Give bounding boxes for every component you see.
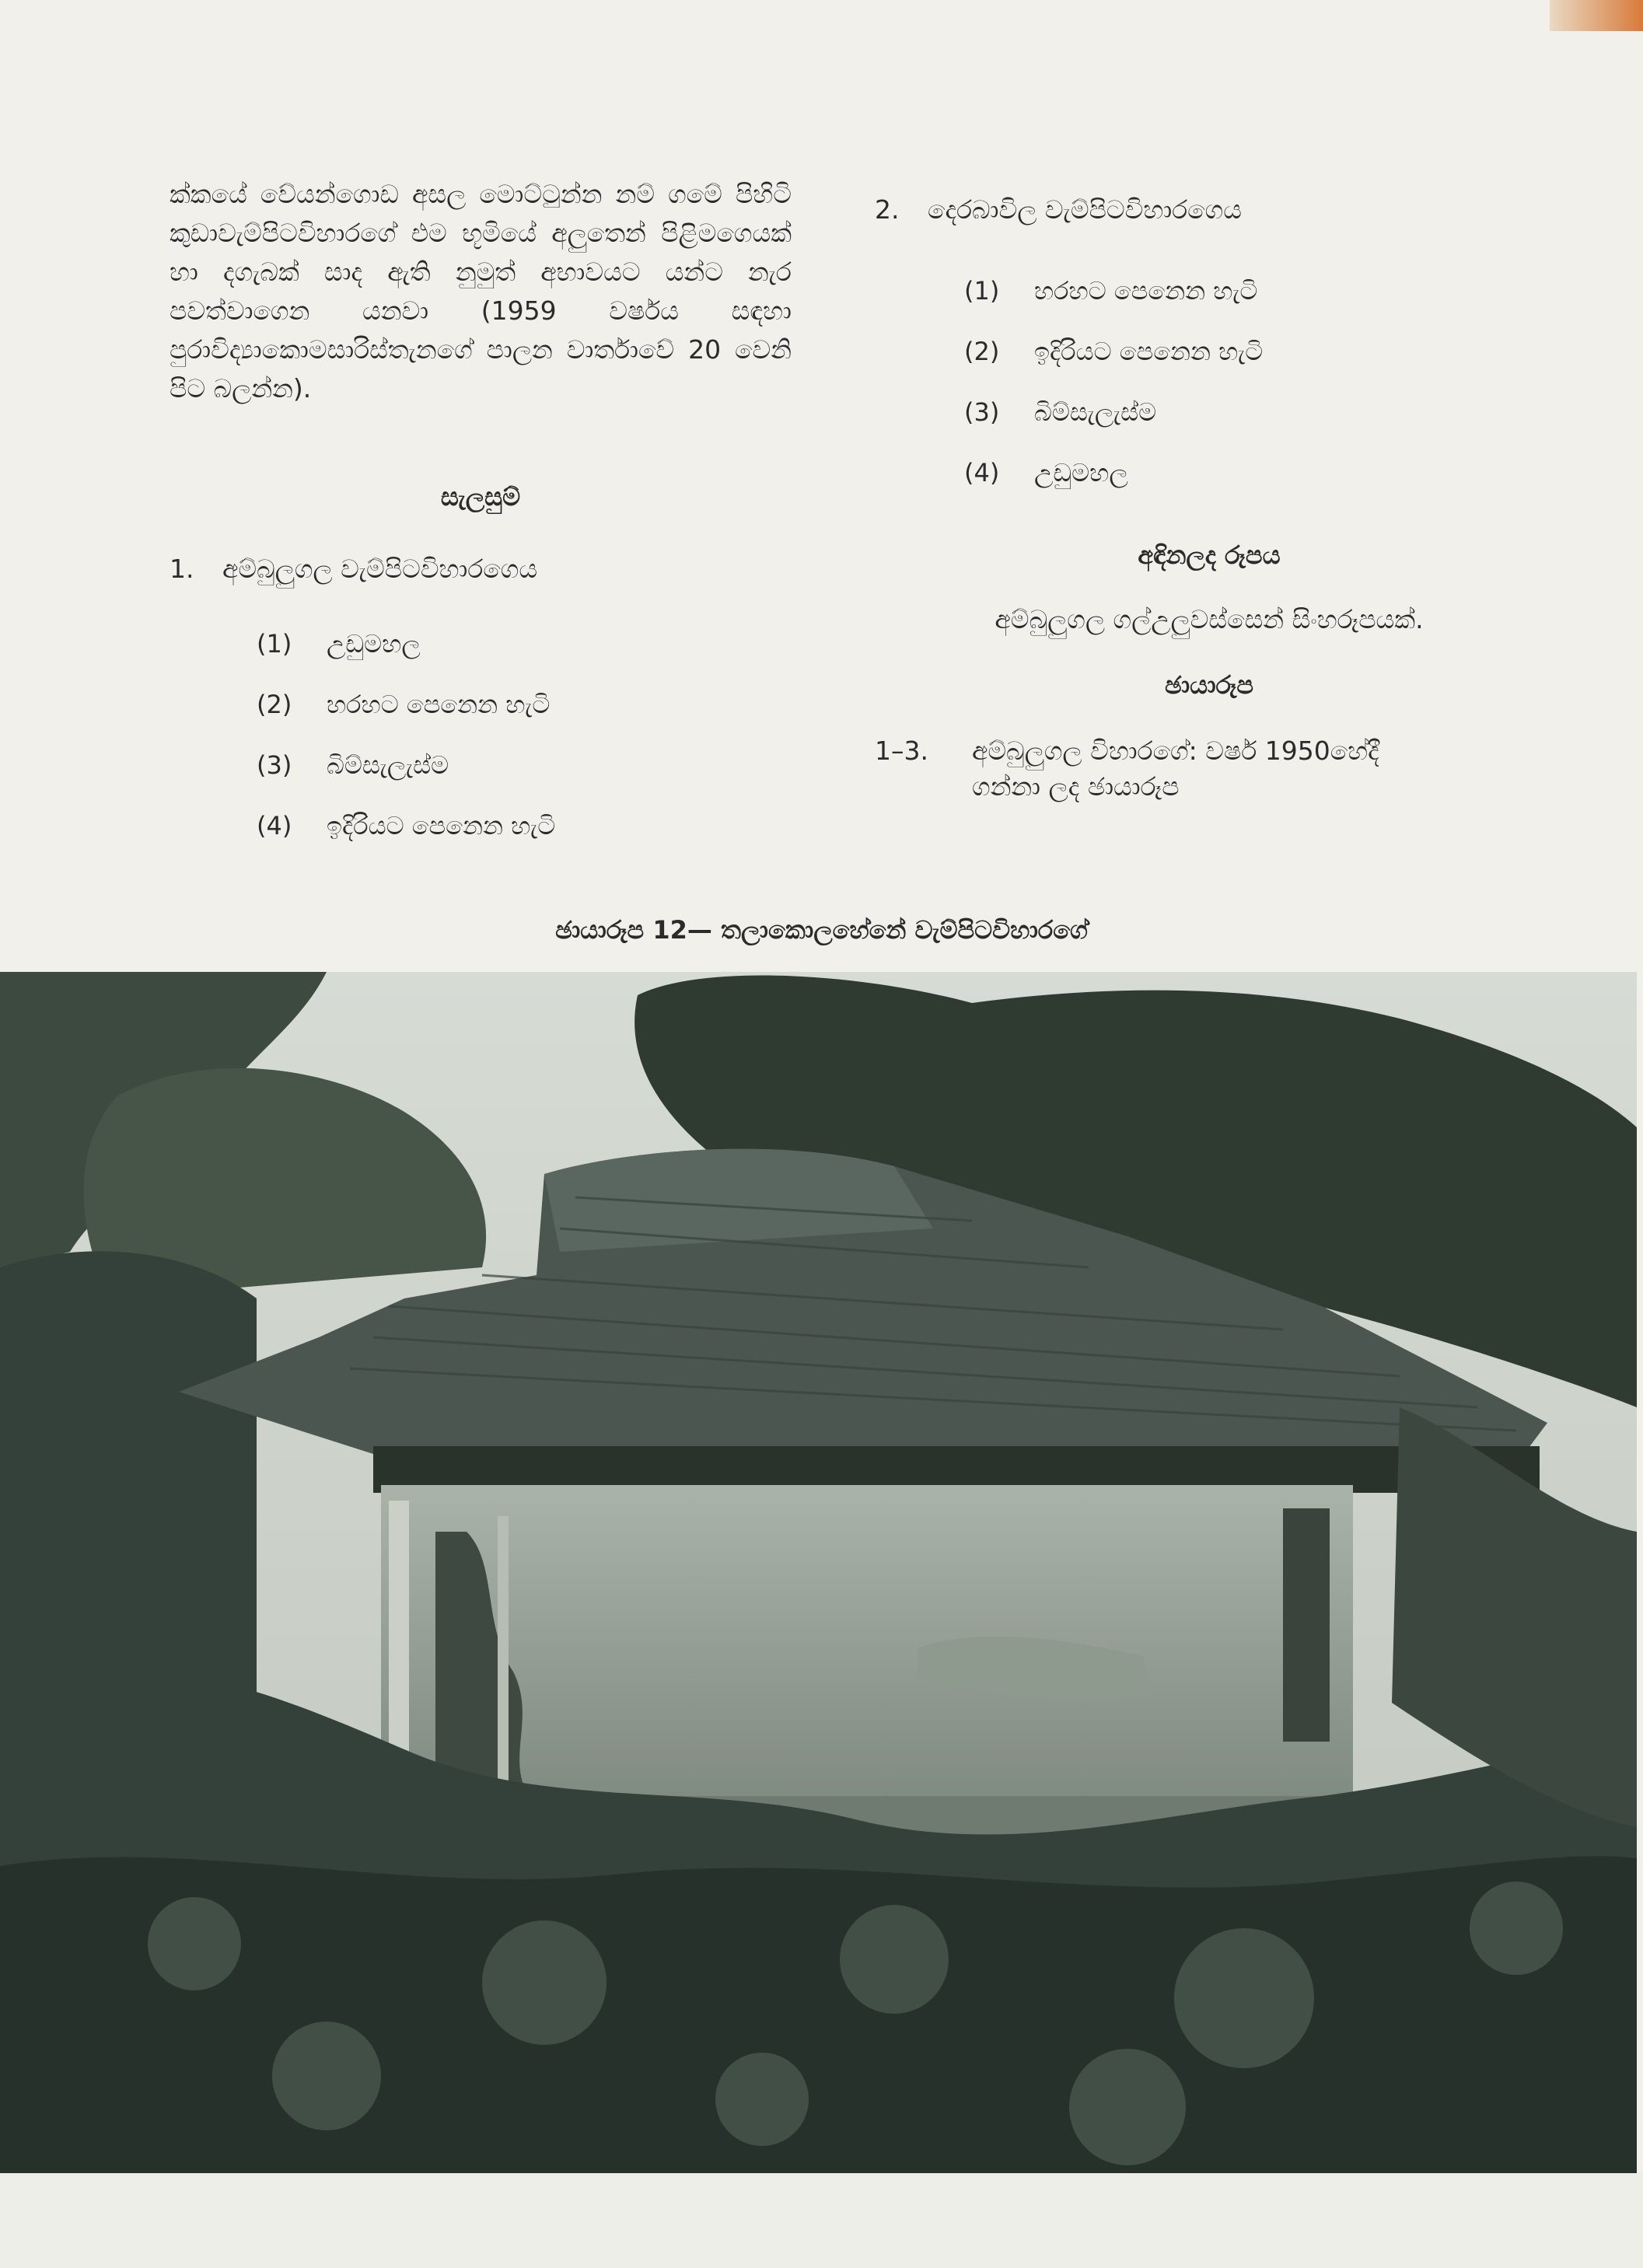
list-item-label: ඉදිරියට පෙනෙන හැටි [327,811,556,840]
bottom-margin [0,2173,1643,2268]
plan-item-2 [875,190,1543,229]
photo-ref-line: ගන්නා ලද ඡායාරූප [972,771,1180,802]
list-item-label: බිම්සැලැස්ම [1034,397,1157,427]
plans-heading: සැලසුම් [440,482,521,512]
photo-ref-number: 1–3. [875,736,928,766]
list-item [964,397,1543,458]
list-item [257,629,792,690]
vihara-photograph [0,972,1637,2173]
plan-sub-list [257,629,792,872]
list-item [257,690,792,750]
list-item-label: උඩුමහල [1034,458,1128,487]
right-column [875,190,1543,805]
list-item-label: හරහට පෙනෙන හැටි [1034,276,1258,306]
plan-item-number: 2. [875,194,900,225]
drawing-heading: අඳිනලද රූපය [1138,540,1281,570]
list-item-index: (4) [964,458,1000,487]
photo-caption: ඡායාරූප 12— තලාකොලහේනේ වැම්පිටවිහාරගේ [555,915,1088,945]
photo-illustration [0,972,1637,2173]
photos-heading: ඡායාරූප [1164,670,1254,700]
plan-item-title: අම්බුලුගල වැම්පිටවිහාරගෙය [222,554,538,584]
list-item-label: ඉදිරියට පෙනෙන හැටි [1034,337,1264,366]
list-item [964,276,1543,337]
list-item-index: (2) [257,690,292,719]
list-item-label: හරහට පෙනෙන හැටි [327,690,551,719]
list-item-index: (1) [964,276,1000,306]
list-item-label: උඩුමහල [327,629,421,659]
plan-sub-list [964,276,1543,519]
list-item [257,811,792,872]
list-item-label: බිම්සැලැස්ම [327,750,449,780]
list-item [257,750,792,811]
plan-item-title: දෙරබාවිල වැම්පිටවිහාරගෙය [928,194,1242,225]
photo-reference [875,733,1543,805]
list-item [964,458,1543,519]
page-edge-tab [1550,0,1643,31]
intro-paragraph: ක්කයේ වේයන්ගොඩ අසල මොට්ටුන්න නම් ගමේ පිහිටි කුඩාවැම්පිටවිහාරගේ එම භූමියේ අලුතෙන් පිළිමගෙයක් හා දගැබක් සාද ඇති නුමුත් අභාවයට යන්ට නැර පවත්වාගෙන යනවා (1959 වර්ෂය සඳහා පුරාවිද්‍යාකොමසාරිස්තැනගේ පාලන වාර්තාවේ 20 වෙනි පිට බලන්න). [170,179,792,404]
photo-ref-line: අම්බුලුගල විහාරගේ: වර්ෂ 1950හේදී [972,736,1379,766]
drawing-description: අම්බුලුගල ගල්උලුවස්සෙන් සිංහරූපයක්. [995,604,1424,634]
list-item-index: (4) [257,811,292,840]
list-item-index: (3) [257,750,292,780]
left-column [170,175,792,872]
list-item-index: (3) [964,397,1000,427]
list-item-index: (2) [964,337,1000,366]
list-item-index: (1) [257,629,292,659]
plan-item-1 [170,550,792,589]
list-item [964,337,1543,397]
plan-item-number: 1. [170,554,194,584]
